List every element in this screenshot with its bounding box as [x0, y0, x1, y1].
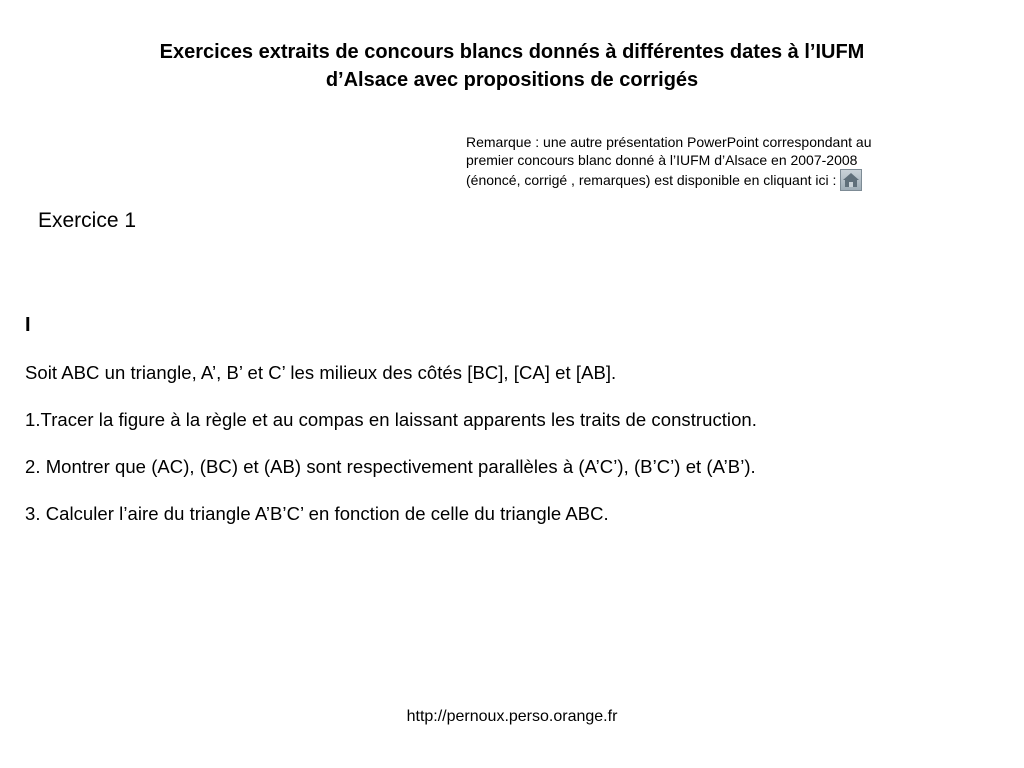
remark-box [466, 133, 966, 191]
remark-line-1: Remarque : une autre présentation PowerPoint correspondant au [466, 134, 872, 150]
remark-line-3 [466, 169, 966, 191]
exercise-statement [25, 361, 1005, 549]
home-icon [841, 170, 861, 190]
page-title [40, 38, 984, 94]
statement-line-question-2: 2. Montrer que (AC), (BC) et (AB) sont respectivement parallèles à (A’C’), (B’C’) et (A’B’). [25, 456, 756, 477]
exercise-label: Exercice 1 [38, 209, 137, 232]
title-line-2: d’Alsace avec propositions de corrigés [325, 69, 699, 91]
statement-line-question-3: 3. Calculer l’aire du triangle A’B’C’ en fonction de celle du triangle ABC. [25, 503, 609, 524]
footer-url[interactable]: http://pernoux.perso.orange.fr [406, 708, 618, 725]
remark-line-2: premier concours blanc donné à l’IUFM d’Alsace en 2007-2008 [466, 152, 858, 168]
statement-line-intro: Soit ABC un triangle, A’, B’ et C’ les milieux des côtés [BC], [CA] et [AB]. [25, 362, 617, 383]
title-line-1: Exercices extraits de concours blancs donnés à différentes dates à l’IUFM [159, 41, 865, 63]
remark-line-3-text: (énoncé, corrigé , remarques) est disponible en cliquant ici : [466, 172, 837, 188]
section-number: I [25, 314, 31, 336]
home-link-button[interactable] [840, 169, 862, 191]
statement-line-question-1: 1.Tracer la figure à la règle et au compas en laissant apparents les traits de construction. [25, 409, 757, 430]
